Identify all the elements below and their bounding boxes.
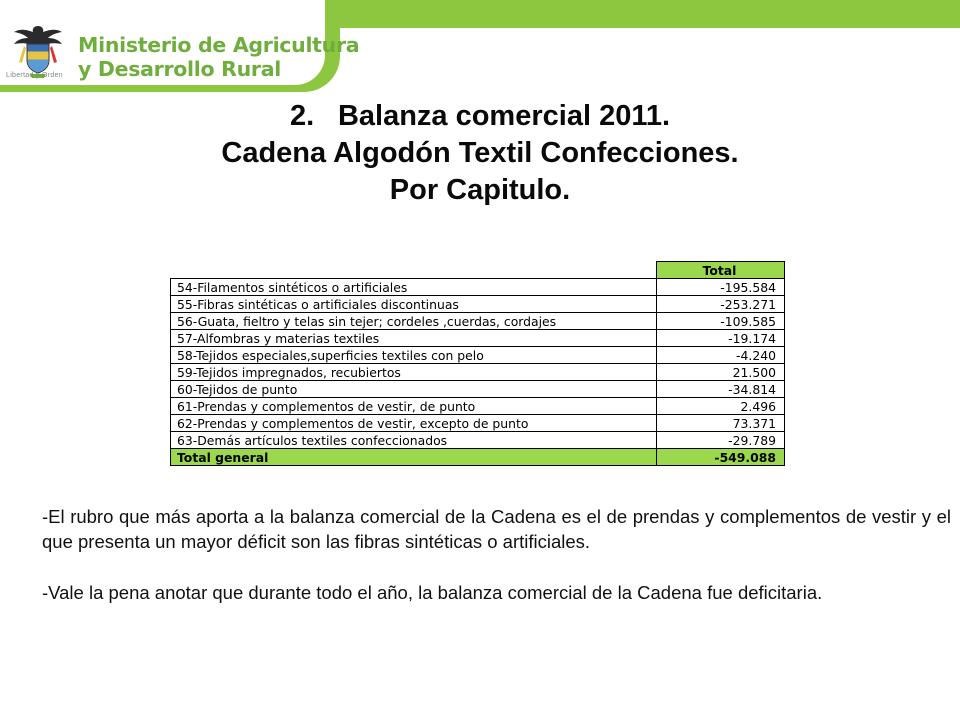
row-label: 54-Filamentos sintéticos o artificiales [171,279,657,296]
title-line-3: Por Capitulo. [389,174,571,206]
row-value: -4.240 [657,347,785,364]
table-row [171,279,785,296]
ministry-logo-text [78,33,359,81]
table-row [171,364,785,381]
title-line-1 [0,98,960,135]
slide-title [0,98,960,209]
notes [42,504,951,631]
table-total-row [171,449,785,466]
table-row [171,398,785,415]
row-value: -109.585 [657,313,785,330]
row-value: -253.271 [657,296,785,313]
row-value: -29.789 [657,432,785,449]
row-value: -34.814 [657,381,785,398]
row-value: -195.584 [657,279,785,296]
row-label: 61-Prendas y complementos de vestir, de punto [171,398,657,415]
row-label: 63-Demás artículos textiles confeccionados [171,432,657,449]
logo-line-2: y Desarrollo Rural [78,57,281,81]
row-value: 2.496 [657,398,785,415]
row-label: 57-Alfombras y materias textiles [171,330,657,347]
table-header-total: Total [657,262,785,279]
note-paragraph: -Vale la pena anotar que durante todo el año, la balanza comercial de la Cadena fue deficitaria. [42,582,823,603]
total-label: Total general [171,449,657,466]
row-label: 58-Tejidos especiales,superficies textiles con pelo [171,347,657,364]
title-line-2: Cadena Algodón Textil Confecciones. [221,137,739,169]
table-row [171,432,785,449]
row-value: -19.174 [657,330,785,347]
row-label: 55-Fibras sintéticas o artificiales discontinuas [171,296,657,313]
note-paragraph: -El rubro que más aporta a la balanza comercial de la Cadena es el de prendas y complementos de vestir y el que presenta un mayor déficit son las fibras sintéticas o artificiales. [42,506,951,552]
total-value: -549.088 [657,449,785,466]
row-label: 59-Tejidos impregnados, recubiertos [171,364,657,381]
table-row [171,296,785,313]
trade-balance-table [170,261,785,466]
title-number: 2. [289,100,315,132]
crest-caption: Libertad y Orden [6,72,63,79]
row-label: 60-Tejidos de punto [171,381,657,398]
table-header-blank [171,262,657,279]
row-label: 62-Prendas y complementos de vestir, excepto de punto [171,415,657,432]
row-value: 21.500 [657,364,785,381]
row-label: 56-Guata, fieltro y telas sin tejer; cordeles ,cuerdas, cordajes [171,313,657,330]
table-row [171,381,785,398]
table-row [171,313,785,330]
table-header-row [171,262,785,279]
row-value: 73.371 [657,415,785,432]
table-row [171,347,785,364]
table-row [171,415,785,432]
logo-line-1: Ministerio de Agricultura [78,33,360,57]
table-row [171,330,785,347]
title-text-1: Balanza comercial 2011. [337,100,671,132]
